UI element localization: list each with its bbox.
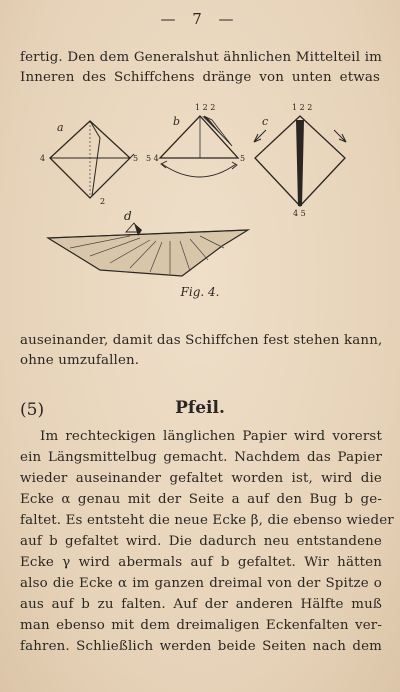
figure-num: 2 — [100, 197, 106, 206]
text-line: faltet. Es entsteht die neue Ecke β, die ebenso wieder — [20, 513, 394, 528]
text-line: fahren. Schließlich werden beide Seiten nach dem — [20, 639, 382, 654]
figure-num: 4 — [40, 154, 46, 163]
text-line: ein Längsmittelbug gemacht. Nachdem das Papier — [20, 450, 382, 465]
text-line: auf b gefaltet wird. Die dadurch neu entstandene — [20, 534, 382, 549]
figure-num: 1 2 2 — [292, 103, 313, 112]
figure-b — [146, 103, 245, 177]
figure-num: 5 — [240, 154, 246, 163]
figure-num: 5 — [133, 154, 139, 163]
text-line: wieder auseinander gefaltet worden ist, wird die — [20, 471, 382, 486]
text-line: ohne umzufallen. — [20, 353, 140, 368]
text-line: Ecke α genau mit der Seite a auf den Bug b ge- — [20, 492, 382, 507]
text-line: auseinander, damit das Schiffchen fest stehen kann, — [20, 333, 383, 348]
figure-num: 5 4 — [146, 154, 159, 163]
section-number: (5) — [20, 400, 45, 420]
section-title: Pfeil. — [175, 398, 225, 418]
figure-label-c: c — [262, 115, 269, 128]
figure-c — [254, 103, 346, 218]
figure-label-d: d — [124, 209, 132, 223]
folding-figure — [30, 98, 370, 298]
figure-num: 4 5 — [293, 209, 306, 218]
page-number: — 7 — — [160, 10, 240, 28]
text-line: man ebenso mit dem dreimaligen Eckenfalten ver- — [20, 618, 382, 633]
text-line: Im rechteckigen länglichen Papier wird vorerst — [40, 429, 382, 444]
text-line: Ecke γ wird abermals auf b gefaltet. Wir hätten — [20, 555, 382, 570]
figure-d — [48, 209, 248, 276]
text-line: also die Ecke α im ganzen dreimal von der Spitze o — [20, 576, 382, 591]
figure-caption: Fig. 4. — [180, 285, 220, 299]
figure-num: 1 2 2 — [195, 103, 216, 112]
text-line: Inneren des Schiffchens dränge von unten etwas — [20, 70, 380, 85]
folding-diagram — [30, 98, 370, 298]
figure-label-a: a — [57, 121, 64, 134]
text-line: fertig. Den dem Generalshut ähnlichen Mittelteil im — [20, 50, 382, 65]
text-line: aus auf b zu falten. Auf der anderen Hälfte muß — [20, 597, 382, 612]
figure-label-b: b — [173, 115, 181, 128]
figure-a — [40, 121, 138, 206]
